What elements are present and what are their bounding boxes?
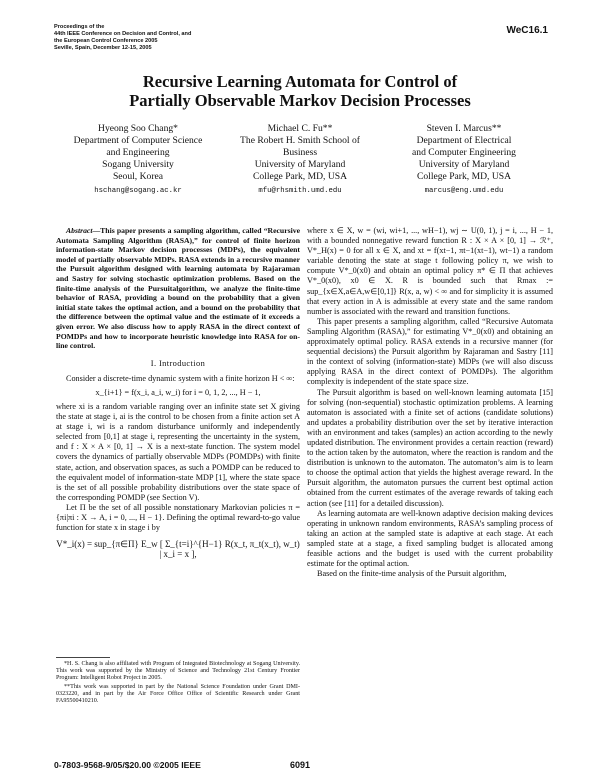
body-paragraph-5: Based on the finite-time analysis of the Pursuit algorithm, — [317, 569, 507, 579]
body-paragraph-4: As learning automata are well-known adaptive decision making devices operating in unknown random environments, RASA’s sampling process of taking an action at the sampled state is adaptive at each stage. At each sampled state at a stage, a fixed sampling budget is allocated among feasible actions and the budget is used with the current probability estimate for the optimal action. — [307, 508, 553, 569]
body-paragraph-1: where x ∈ X, w = (wi, wi+1, ..., wH−1), wj ∼ U(0, 1), j = i, ..., H − 1, with a bounded nonnegative reward function R : X × A × [0, 1] → ℛ⁺, V*_H(x) = 0 for all x ∈ X, and xt = f(xt−1, πt−1(xt−1), wt−1) a random variable denoting the state at stage t following policy π, we wish to compute V*_0(x0) and obtain an optimal policy π* ∈ Π that achieves V*_0(x0), x0 ∈ X. R is bounded such that Rmax := sup_{x∈X,a∈A,w∈[0,1]} R(x, a, w) < ∞ and for simplicity it is assumed that every action in A is admissible at every state and the same random number is associated with the reward and transition functions. — [307, 226, 553, 316]
proceedings-line: 44th IEEE Conference on Decision and Control, and — [54, 31, 192, 37]
right-column — [307, 226, 553, 579]
author-name: Michael C. Fu** — [267, 123, 333, 134]
footer-isbn: 0-7803-9568-9/05/$20.00 ©2005 IEEE — [54, 760, 201, 770]
author-affiliation-line: College Park, MD, USA — [416, 171, 512, 182]
title-line-1: Recursive Learning Automata for Control of — [142, 72, 458, 91]
equation-2: V*_i(x) = sup_{π∈Π} E_w [ Σ_{t=i}^{H−1} R(x_t, π_t(x_t), w_t) | x_i = x ], — [56, 539, 300, 560]
session-code: WeC16.1 — [506, 25, 548, 36]
footnote-divider — [56, 657, 110, 658]
page-number: 6091 — [290, 760, 311, 770]
author-affiliation-line: and Computer Engineering — [412, 147, 516, 158]
author-affiliation-line: and Engineering — [106, 147, 170, 158]
author-affiliation-line: College Park, MD, USA — [252, 171, 348, 182]
proceedings-line: Proceedings of the — [54, 24, 105, 30]
author-affiliation-line: Sogang University — [102, 159, 174, 170]
abstract-label: Abstract — [66, 226, 93, 235]
proceedings-header — [54, 24, 314, 52]
body-paragraph-3: The Pursuit algorithm is based on well-known learning automata [15] for solving (non-sequential) stochastic optimization problems. A learning automaton is associated with a finite set of actions (candidate solutions) and updates a probability distribution over the set by iterative interaction with an environment and takes (samples) an action according to the newly updated distribution. The environment provides a certain reaction (reward) to the action taken by the automaton, where the reaction is random and the distribution is unknown to the automaton. The automaton’s aim is to learn to choose the optimal action that yields the highest average reward. In the Pursuit algorithm, the automaton pursues the current best optimal action obtained from the current estimates of the average rewards of taking each action (see [11] for a detailed discussion). — [307, 387, 553, 508]
paper-title — [0, 72, 600, 110]
author-marcus — [382, 123, 546, 197]
intro-paragraph-1: Consider a discrete-time dynamic system with a finite horizon H < ∞: — [66, 373, 295, 383]
author-affiliation-line: Department of Computer Science — [73, 135, 203, 146]
author-affiliation-line: The Robert H. Smith School of — [240, 135, 360, 146]
intro-paragraph-3: Let Π be the set of all possible nonstationary Markovian policies π = {πi|πi : X → A, i = 0, ..., H − 1}. Defining the optimal reward-to-go value function for state x in stage i by — [56, 502, 300, 533]
abstract-text: —This paper presents a sampling algorithm, called “Recursive Automata Sampling Algorithm (RASA),” for control of finite horizon information-state Markov decision processes (MDPs), the equivalent model of partially observable MDPs. RASA extends in a recursive manner the Pursuit algorithm designed with learning automata by Rajaraman and Sastry for solving stochastic optimization problems. Based on the finite-time analysis of the Pursuitalgorithm, we analyze the finite-time behavior of RASA, providing a bound on the probability that a given initial state takes the optimal action, and a bound on the probability that the difference between the optimal value and the estimate of it exceeds a given error. We also discuss how to apply RASA in the direct context of POMDPs and how to incorporate heuristic knowledge into RASA for on-line control. — [56, 226, 300, 351]
author-affiliation-line: Department of Electrical — [416, 135, 512, 146]
abstract — [56, 226, 300, 351]
author-chang — [56, 123, 220, 197]
footnote: *H. S. Chang is also affiliated with Program of Integrated Biotechnology at Sogang University. This work was supported by the Ministry of Science and Technology 21st Century Frontier Program: Intelligent Robot Project in 2005. — [56, 661, 300, 682]
author-affiliation-line: University of Maryland — [418, 159, 510, 170]
footnotes — [56, 661, 300, 706]
title-line-2: Partially Observable Markov Decision Processes — [129, 91, 471, 110]
proceedings-line: the European Control Conference 2005 — [54, 38, 158, 44]
author-affiliation-line: Business — [282, 147, 318, 158]
author-affiliation-line: University of Maryland — [254, 159, 346, 170]
author-name: Steven I. Marcus** — [426, 123, 502, 134]
author-fu — [218, 123, 382, 197]
left-column — [56, 226, 300, 565]
proceedings-line: Seville, Spain, December 12-15, 2005 — [54, 45, 152, 51]
author-email: marcus@eng.umd.edu — [424, 187, 504, 195]
body-paragraph-2: This paper presents a sampling algorithm, called “Recursive Automata Sampling Algorithm (RASA),” for estimating V*_0(x0) and obtaining an approximately optimal policy. RASA extends in a recursive manner (for sequential decisions) the Pursuit algorithm by Rajaraman and Sastry [11] in the context of solving (information-state) MDPs (we will also discuss applying RASA in the direct context of POMDPs). The algorithm complexity is independent of the state space size. — [307, 316, 553, 387]
author-name: Hyeong Soo Chang* — [98, 123, 178, 134]
author-affiliation-line: Seoul, Korea — [112, 171, 164, 182]
equation-1: x_{i+1} = f(x_i, a_i, w_i) for i = 0, 1, 2, ..., H − 1, — [95, 387, 261, 397]
section-heading: I. Introduction — [150, 358, 206, 368]
author-email: mfu@rhsmith.umd.edu — [258, 187, 342, 195]
footnote: **This work was supported in part by the National Science Foundation under Grant DMI-0323220, and in part by the Air Force Office Office of Scientific Research under Grant FA95500410210. — [56, 683, 300, 705]
author-email: hschang@sogang.ac.kr — [94, 187, 182, 195]
intro-paragraph-2: where xi is a random variable ranging over an infinite state set X giving the state at stage i, ai is the control to be chosen from a finite action set A at stage i, wi is a random disturbance uniformly and independently selected from [0,1] at stage i, representing the uncertainty in the system, and f : X × A × [0, 1] → X is a next-state function. The system model covers the dynamics of partially observable MDPs (POMDPs) with finite state, action, and observation spaces, as such a POMDP can be reduced to the equivalent model of information-state MDP [1], where the state space is the set of all possible probability distributions over the state space of the corresponding POMDP (see Section V). — [56, 402, 300, 502]
